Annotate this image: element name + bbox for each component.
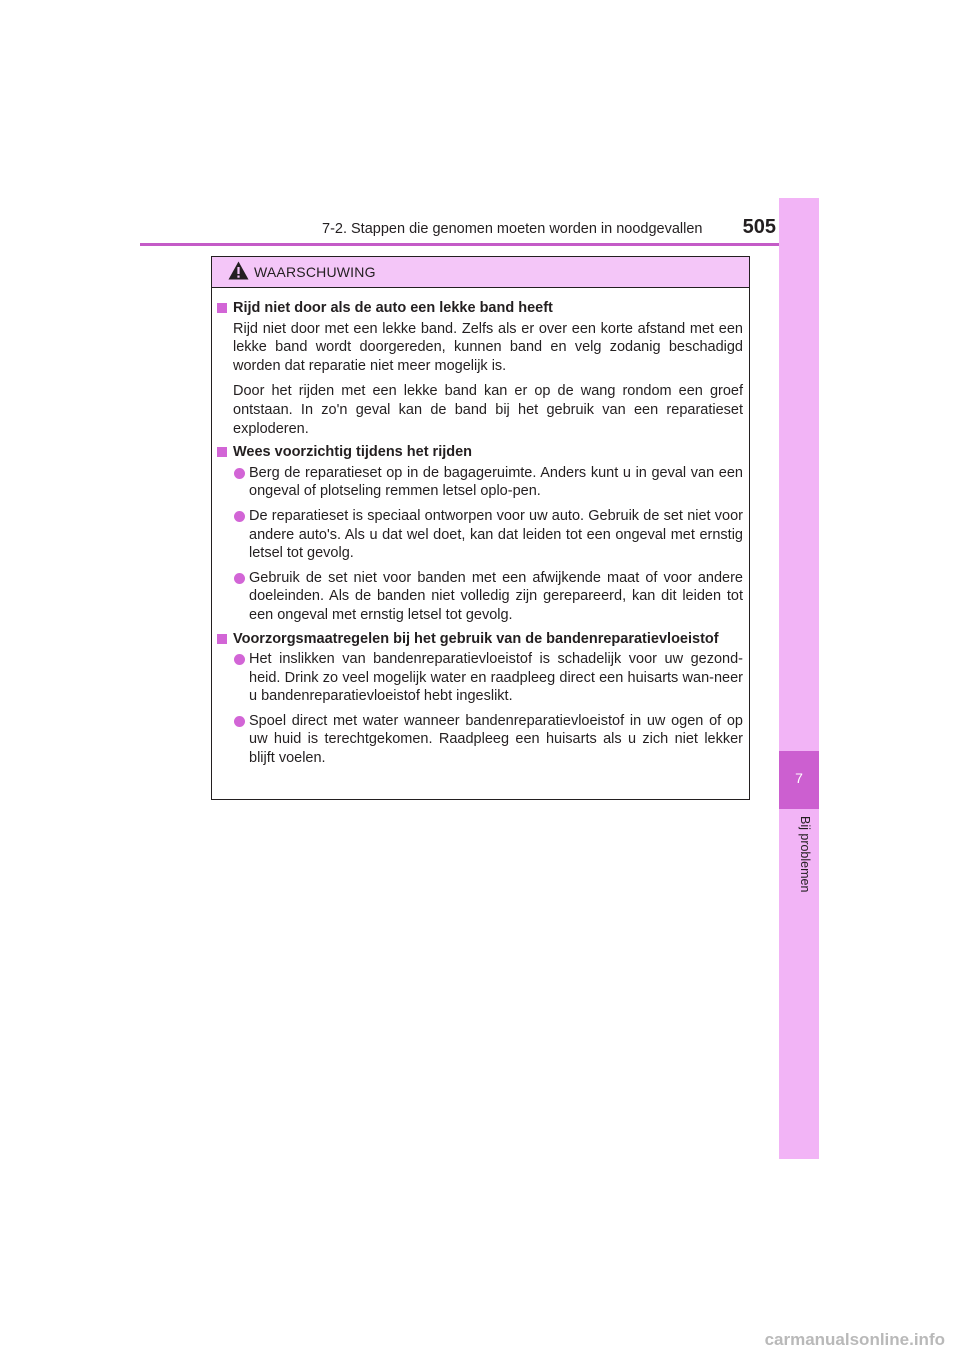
round-bullet-icon — [234, 654, 245, 665]
paragraph: Door het rijden met een lekke band kan er op de wang rondom een groef ontstaan. In zo'n geval kan de band bij het gebruik van een reparatieset exploderen. — [233, 383, 743, 437]
warning-title: WAARSCHUWING — [254, 264, 376, 280]
chapter-side-tab[interactable] — [779, 198, 819, 1159]
warning-box — [211, 256, 750, 800]
section-heading: Rijd niet door als de auto een lekke band heeft — [217, 299, 743, 318]
round-bullet-icon — [234, 716, 245, 727]
chapter-number: 7 — [795, 770, 803, 786]
square-bullet-icon — [217, 303, 227, 313]
list-item: Gebruik de set niet voor banden met een afwijkende maat of voor andere doeleinden. Als de banden niet volledig zijn gerepareerd, kan dit leiden tot een ongeval met ernstig letsel tot gevolg. — [234, 569, 743, 625]
warning-triangle-icon — [228, 261, 249, 280]
list-item: Berg de reparatieset op in de bagageruimte. Anders kunt u in geval van een ongeval of plotseling remmen letsel oplo-pen. — [234, 464, 743, 501]
square-bullet-icon — [217, 447, 227, 457]
watermark-link[interactable]: carmanualsonline.info — [764, 1330, 945, 1349]
section-title: 7-2. Stappen die genomen moeten worden in noodgevallen — [322, 221, 703, 237]
round-bullet-icon — [234, 511, 245, 522]
round-bullet-icon — [234, 573, 245, 584]
square-bullet-icon — [217, 634, 227, 644]
warning-body — [212, 288, 749, 768]
section-heading: Voorzorgsmaatregelen bij het gebruik van de bandenreparatievloeistof — [217, 630, 743, 649]
list-item: De reparatieset is speciaal ontworpen voor uw auto. Gebruik de set niet voor andere auto's. Als u dat wel doet, kan dat leiden tot een ongeval met ernstig letsel tot gevolg. — [234, 507, 743, 563]
chapter-title[interactable]: Bij problemen — [798, 816, 812, 893]
list-item: Het inslikken van bandenreparatievloeistof is schadelijk voor uw gezond-heid. Drink zo veel mogelijk water en raadpleeg direct een huisarts wan-neer u bandenreparatievloeistof hebt ingeslikt. — [234, 650, 743, 706]
header-rule — [140, 243, 818, 246]
paragraph: Rijd niet door met een lekke band. Zelfs als er over een korte afstand met een lekke band wordt doorgereden, kunnen band en velg zodanig beschadigd worden dat reparatie niet meer mogelijk is. — [233, 320, 743, 374]
section-heading: Wees voorzichtig tijdens het rijden — [217, 443, 743, 462]
warning-header — [212, 257, 749, 288]
list-item: Spoel direct met water wanneer bandenreparatievloeistof in uw ogen of op uw huid is terechtgekomen. Raadpleeg een huisarts als u zich niet lekker blijft voelen. — [234, 712, 743, 768]
page-number: 505 — [742, 216, 776, 238]
round-bullet-icon — [234, 468, 245, 479]
